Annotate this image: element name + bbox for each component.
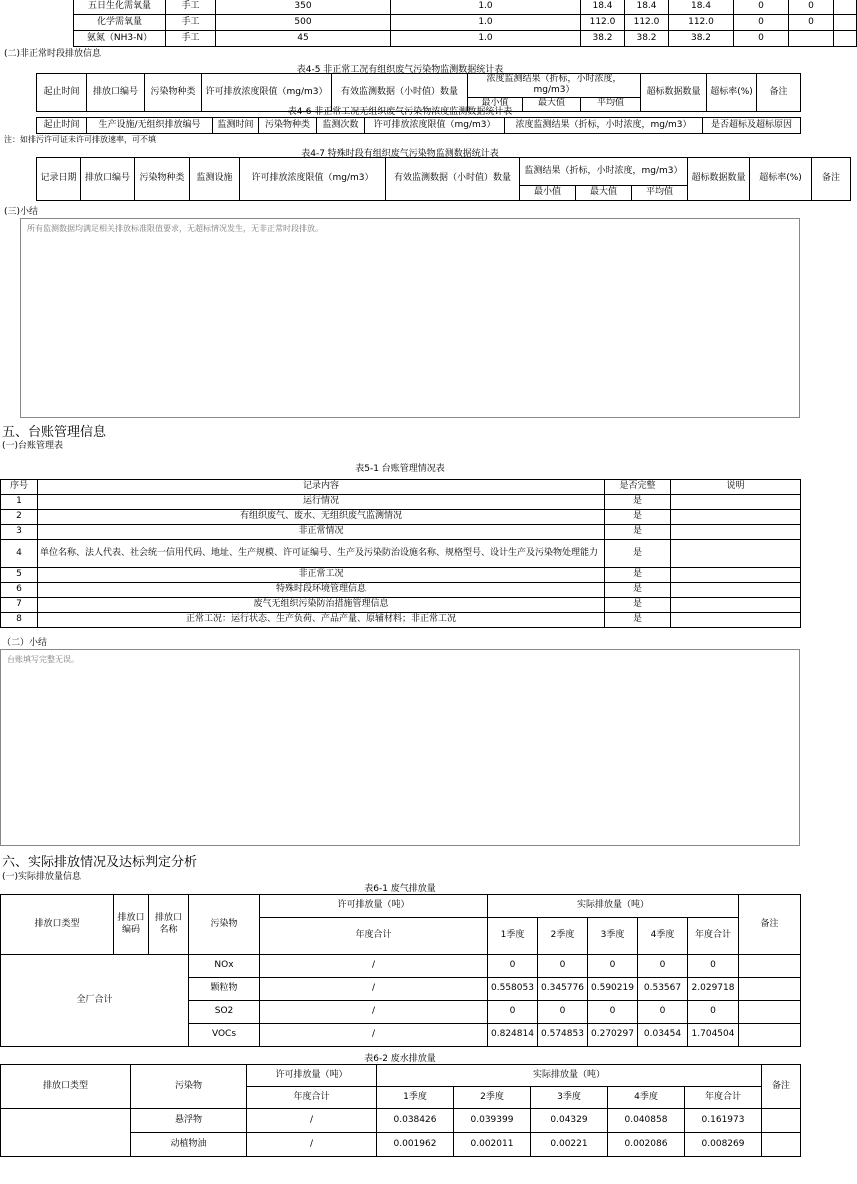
summary-text: 所有监测数据均满足相关排放标准限值要求，无超标情况发生，无非正常时段排放。 bbox=[27, 224, 323, 233]
table-row: 氨氮（NH3-N） 手工 45 1.0 38.2 38.2 38.2 0 bbox=[74, 31, 857, 47]
table-row: 五日生化需氧量 手工 350 1.0 18.4 18.4 18.4 0 0 bbox=[74, 0, 857, 15]
table-row: 颗粒物 / 0.558053 0.345776 0.590219 0.53567 2.029718 bbox=[1, 978, 801, 1001]
table-row: 5 非正常工况 是 bbox=[1, 568, 801, 583]
section-label-summary-5: （二）小结 bbox=[2, 638, 48, 648]
table-row: SO2 / 0 0 0 0 0 bbox=[1, 1001, 801, 1024]
table-row: 7 废气无组织污染防治措施管理信息 是 bbox=[1, 598, 801, 613]
table-caption-4-5: 表4-5 非正常工况有组织废气污染物监测数据统计表 bbox=[296, 65, 504, 75]
section-label-abnormal: (二)非正常时段排放信息 bbox=[4, 49, 102, 59]
table-row: 1 运行情况 是 bbox=[1, 495, 801, 510]
table-6-1: 排放口类型 排放口编码 排放口名称 污染物 许可排放量（吨） 实际排放量（吨） 备注 年度合计 1季度 2季度 3季度 4季度 年度合计 全厂合计 NOx / 0 0 0 0 0 颗粒物 / 0.558053 0.345776 0.590219 0.53567 2.029718 SO2 / 0 0 0 0 0 VOCs / 0.824814 0.574853 0.270297 0.03454 1.704504 bbox=[0, 894, 801, 1047]
table-caption-4-6: 表4-6 非正常工况无组织废气污染物浓度监测数据统计表 bbox=[287, 107, 513, 117]
table-row: 2 有组织废气、废水、无组织废气监测情况 是 bbox=[1, 510, 801, 525]
table-4-5: 起止时间 排放口编号 污染物种类 许可排放浓度限值（mg/m3） 有效监测数据（小时值）数量 浓度监测结果（折标，小时浓度，mg/m3） 超标数据数量 超标率(%) 备注 最小值 最大值 平均值 bbox=[36, 73, 801, 112]
table-row: 4 单位名称、法人代表、社会统一信用代码、地址、生产规模、许可证编号、生产及污染防治设施名称、规格型号、设计生产及污染物处理能力 是 bbox=[1, 540, 801, 568]
section-title-6: 六、实际排放情况及达标判定分析 bbox=[2, 855, 198, 870]
table-row: 悬浮物 / 0.038426 0.039399 0.04329 0.040858 0.161973 bbox=[1, 1109, 801, 1133]
section-label-ledger: (一)台账管理表 bbox=[2, 441, 64, 451]
table-caption-6-1: 表6-1 废气排放量 bbox=[364, 884, 436, 894]
table-4-6: 起止时间 生产设施/无组织排放编号 监测时间 污染物种类 监测次数 许可排放浓度限值（mg/m3） 浓度监测结果（折标，小时浓度，mg/m3） 是否超标及超标原因 bbox=[36, 117, 801, 134]
table-row: VOCs / 0.824814 0.574853 0.270297 0.03454 1.704504 bbox=[1, 1024, 801, 1047]
table-row: 全厂合计 NOx / 0 0 0 0 0 bbox=[1, 955, 801, 978]
summary-text: 台账填写完整无误。 bbox=[7, 655, 79, 664]
table-4-7: 记录日期 排放口编号 污染物种类 监测设施 许可排放浓度限值（mg/m3） 有效监测数据（小时值）数量 监测结果（折标，小时浓度，mg/m3） 超标数据数量 超标率(%) 备注 最小值 最大值 平均值 bbox=[36, 157, 851, 201]
section-label-emission: (一)实际排放量信息 bbox=[2, 872, 82, 882]
table-row: 6 特殊时段环境管理信息 是 bbox=[1, 583, 801, 598]
table-caption-4-7: 表4-7 特殊时段有组织废气污染物监测数据统计表 bbox=[301, 149, 499, 159]
table-caption-5-1: 表5-1 台账管理情况表 bbox=[355, 464, 445, 474]
table-row: 动植物油 / 0.001962 0.002011 0.00221 0.002086 0.008269 bbox=[1, 1133, 801, 1157]
table-caption-6-2: 表6-2 废水排放量 bbox=[364, 1054, 436, 1064]
section-label-summary-4: (三)小结 bbox=[4, 207, 39, 217]
water-monitoring-table-continued bbox=[73, 0, 857, 47]
table-5-1: 序号 记录内容 是否完整 说明 1 运行情况 是 2 有组织废气、废水、无组织废气监测情况 是 3 非正常情况 是 4 单位名称、法人代表、社会统一信用代码、地址、生产规模、许可证编号、生产及污染防治设施名称、规格型号、设计生产及污染物处理能力 是 5 非正常工况 是 6 特殊时段环境管理信息 是 7 废气无组织污染防治措施管理信息 是 8 正常工况：运行状态、生产负荷、产品产量、原辅材料；非正常工况 是 bbox=[0, 479, 801, 628]
summary-textarea-4[interactable] bbox=[20, 218, 800, 418]
summary-textarea-5[interactable] bbox=[0, 649, 800, 846]
section-title-5: 五、台账管理信息 bbox=[2, 425, 107, 440]
table-row: 3 非正常情况 是 bbox=[1, 525, 801, 540]
table-6-2: 排放口类型 污染物 许可排放量（吨） 实际排放量（吨） 备注 年度合计 1季度 2季度 3季度 4季度 年度合计 悬浮物 / 0.038426 0.039399 0.04329 0.040858 0.161973 动植物油 / 0.001962 0.002011 0.00221 0.002086 0.008269 bbox=[0, 1064, 801, 1157]
table-note-4-6: 注：如排污许可证未许可排放速率，可不填 bbox=[4, 135, 156, 144]
table-row: 8 正常工况：运行状态、生产负荷、产品产量、原辅材料；非正常工况 是 bbox=[1, 613, 801, 628]
table-row: 化学需氧量 手工 500 1.0 112.0 112.0 112.0 0 0 bbox=[74, 15, 857, 31]
